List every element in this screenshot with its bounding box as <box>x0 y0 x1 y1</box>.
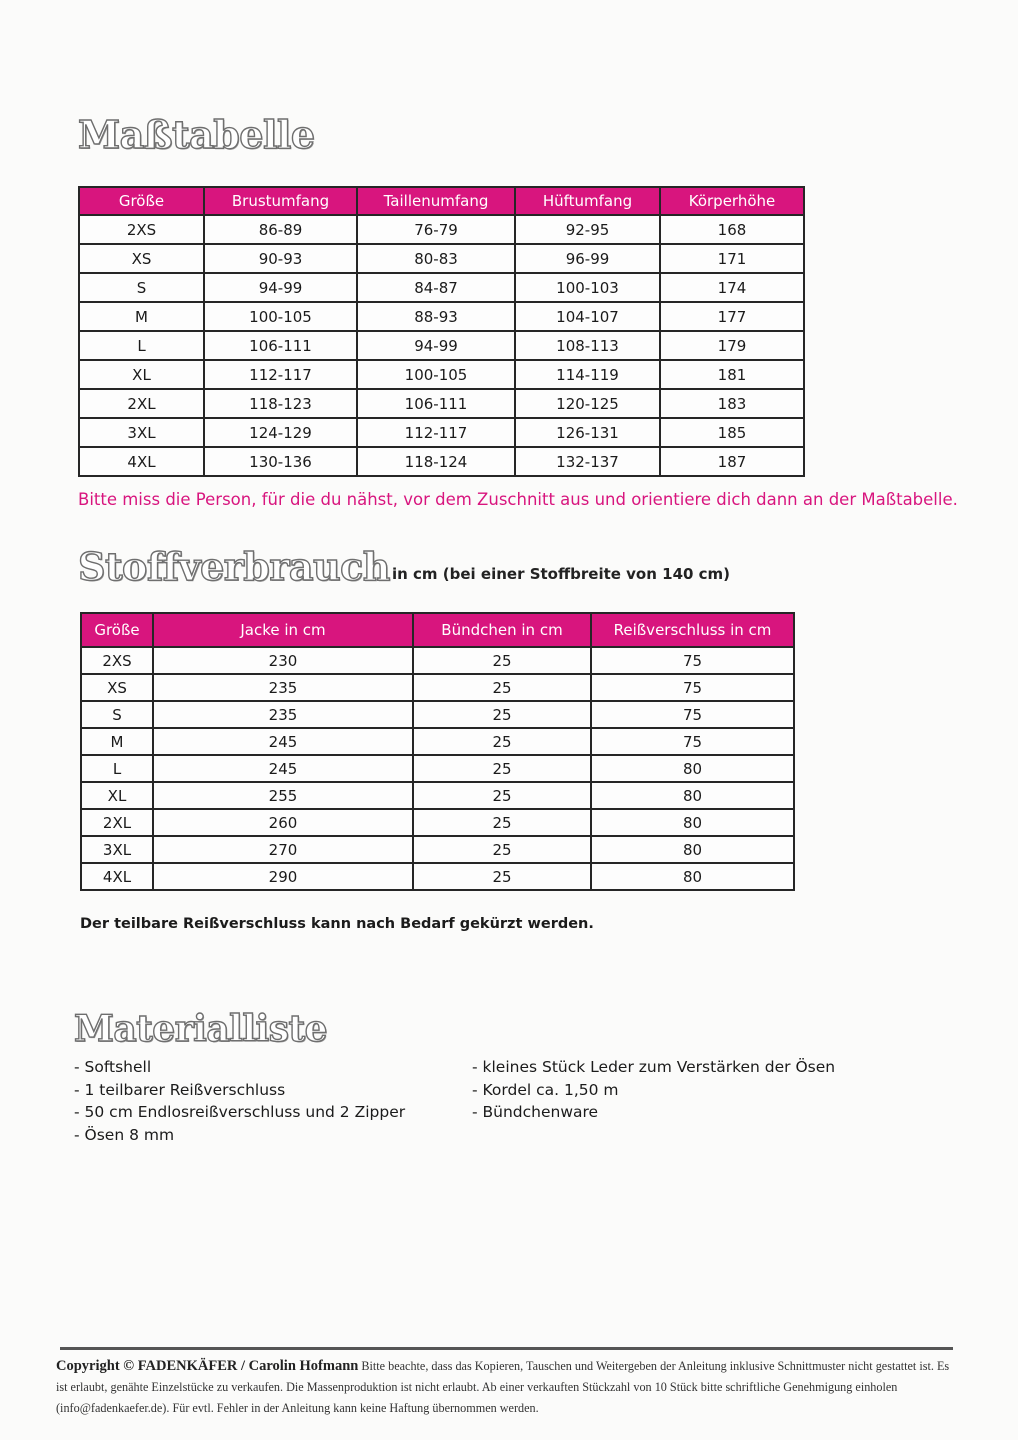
mass-table-cell: 179 <box>660 331 804 360</box>
material-list-right <box>472 1056 835 1124</box>
fabric-table-row <box>81 782 794 809</box>
mass-table-row <box>79 360 804 389</box>
fabric-table-cell: 2XL <box>81 809 153 836</box>
mass-table-cell: 4XL <box>79 447 204 476</box>
fabric-table-cell: 235 <box>153 674 413 701</box>
fabric-table-cell: 230 <box>153 647 413 674</box>
footer-divider <box>60 1347 953 1350</box>
mass-table-row <box>79 215 804 244</box>
mass-table-cell: XS <box>79 244 204 273</box>
fabric-table-cell: 25 <box>413 728 591 755</box>
material-item: - Kordel ca. 1,50 m <box>472 1080 619 1099</box>
fabric-table-cell: 25 <box>413 701 591 728</box>
fabric-table-cell: 3XL <box>81 836 153 863</box>
mass-table-body <box>79 215 804 476</box>
mass-table <box>78 186 805 477</box>
fabric-header-cuffs: Bündchen in cm <box>413 613 591 647</box>
fabric-table-cell: 25 <box>413 809 591 836</box>
mass-table-cell: 126-131 <box>515 418 660 447</box>
material-item: - Softshell <box>74 1058 152 1076</box>
fabric-table-cell: 290 <box>153 863 413 890</box>
mass-table-cell: 76-79 <box>357 215 515 244</box>
mass-table-cell: 118-124 <box>357 447 515 476</box>
mass-table-cell: 185 <box>660 418 804 447</box>
footer-text: Bitte beachte, dass das Kopieren, Tauschen und Weitergeben der Anleitung inklusive Schnittmuster nicht gestattet ist. Es ist erlaubt, genähte Einzelstücke zu verkaufen. Die Massenproduktion ist nicht erlaubt. Ab einer verkauften Stückzahl von 10 Stück bitte schriftliche Genehmigung einholen (info@fadenkaefer.de). Für evtl. Fehler in der Anleitung kann keine Haftung übernommen werden. <box>56 1359 950 1415</box>
fabric-table-row <box>81 674 794 701</box>
mass-header-height: Körperhöhe <box>660 187 804 215</box>
fabric-table-cell: L <box>81 755 153 782</box>
fabric-table-cell: 25 <box>413 782 591 809</box>
mass-table-heading: Maßtabelle <box>78 112 315 157</box>
mass-table-cell: M <box>79 302 204 331</box>
fabric-table-cell: 25 <box>413 863 591 890</box>
material-item: - 50 cm Endlosreißverschluss und 2 Zipper <box>74 1103 406 1121</box>
material-item: - kleines Stück Leder zum Verstärken der Ösen <box>472 1058 836 1076</box>
mass-header-chest: Brustumfang <box>204 187 357 215</box>
mass-table-cell: S <box>79 273 204 302</box>
mass-table-cell: 174 <box>660 273 804 302</box>
mass-table-row <box>79 418 804 447</box>
mass-table-cell: 124-129 <box>204 418 357 447</box>
material-list-left <box>74 1056 405 1146</box>
fabric-table-row <box>81 701 794 728</box>
fabric-table <box>80 612 795 891</box>
fabric-header-zipper: Reißverschluss in cm <box>591 613 794 647</box>
mass-table-cell: 168 <box>660 215 804 244</box>
fabric-table-cell: XS <box>81 674 153 701</box>
fabric-table-cell: 25 <box>413 836 591 863</box>
mass-table-cell: 120-125 <box>515 389 660 418</box>
fabric-table-cell: 2XS <box>81 647 153 674</box>
mass-table-cell: 90-93 <box>204 244 357 273</box>
fabric-table-cell: 80 <box>591 755 794 782</box>
mass-header-size: Größe <box>79 187 204 215</box>
mass-table-cell: 94-99 <box>204 273 357 302</box>
fabric-header-jacket: Jacke in cm <box>153 613 413 647</box>
mass-table-cell: 187 <box>660 447 804 476</box>
fabric-table-cell: 260 <box>153 809 413 836</box>
mass-table-cell: 112-117 <box>204 360 357 389</box>
fabric-table-cell: 25 <box>413 755 591 782</box>
mass-table-cell: 2XL <box>79 389 204 418</box>
fabric-header-size: Größe <box>81 613 153 647</box>
mass-table-cell: 112-117 <box>357 418 515 447</box>
material-item: - Ösen 8 mm <box>74 1125 175 1144</box>
fabric-table-cell: 75 <box>591 701 794 728</box>
mass-table-cell: 94-99 <box>357 331 515 360</box>
fabric-table-cell: 75 <box>591 647 794 674</box>
fabric-table-row <box>81 836 794 863</box>
fabric-table-row <box>81 728 794 755</box>
mass-table-cell: 2XS <box>79 215 204 244</box>
mass-table-header-row <box>79 187 804 215</box>
fabric-table-note: Der teilbare Reißverschluss kann nach Bedarf gekürzt werden. <box>80 916 594 932</box>
mass-table-cell: 100-103 <box>515 273 660 302</box>
mass-header-hip: Hüftumfang <box>515 187 660 215</box>
mass-table-cell: 96-99 <box>515 244 660 273</box>
mass-table-row <box>79 331 804 360</box>
mass-table-cell: 100-105 <box>357 360 515 389</box>
mass-table-row <box>79 447 804 476</box>
footer <box>56 1356 961 1419</box>
fabric-table-subtitle: in cm (bei einer Stoffbreite von 140 cm) <box>392 565 731 583</box>
mass-table-cell: 171 <box>660 244 804 273</box>
mass-table-cell: XL <box>79 360 204 389</box>
mass-table-cell: 3XL <box>79 418 204 447</box>
mass-table-cell: L <box>79 331 204 360</box>
mass-table-cell: 108-113 <box>515 331 660 360</box>
fabric-table-row <box>81 809 794 836</box>
fabric-table-cell: 75 <box>591 674 794 701</box>
mass-table-cell: 100-105 <box>204 302 357 331</box>
fabric-table-heading: Stoffverbrauch <box>78 544 390 589</box>
mass-table-cell: 177 <box>660 302 804 331</box>
mass-table-row <box>79 389 804 418</box>
material-item: - Bündchenware <box>472 1103 599 1121</box>
mass-table-cell: 114-119 <box>515 360 660 389</box>
fabric-table-row <box>81 863 794 890</box>
fabric-table-cell: S <box>81 701 153 728</box>
fabric-table-row <box>81 647 794 674</box>
fabric-table-header-row <box>81 613 794 647</box>
fabric-table-cell: 245 <box>153 728 413 755</box>
fabric-table-cell: 80 <box>591 836 794 863</box>
fabric-table-cell: 80 <box>591 809 794 836</box>
mass-table-note: Bitte miss die Person, für die du nähst, vor dem Zuschnitt aus und orientiere dich dann an der Maßtabelle. <box>78 490 958 509</box>
mass-header-waist: Taillenumfang <box>357 187 515 215</box>
fabric-table-row <box>81 755 794 782</box>
mass-table-cell: 183 <box>660 389 804 418</box>
mass-table-cell: 118-123 <box>204 389 357 418</box>
mass-table-cell: 181 <box>660 360 804 389</box>
mass-table-row <box>79 302 804 331</box>
fabric-table-cell: 245 <box>153 755 413 782</box>
mass-table-cell: 106-111 <box>204 331 357 360</box>
material-list-heading: Materialliste <box>74 1008 328 1050</box>
fabric-table-cell: M <box>81 728 153 755</box>
material-item: - 1 teilbarer Reißverschluss <box>74 1080 286 1099</box>
mass-table-cell: 104-107 <box>515 302 660 331</box>
fabric-table-body <box>81 647 794 890</box>
mass-table-cell: 132-137 <box>515 447 660 476</box>
mass-table-cell: 84-87 <box>357 273 515 302</box>
fabric-table-cell: 270 <box>153 836 413 863</box>
fabric-table-cell: 80 <box>591 782 794 809</box>
footer-copyright: Copyright © FADENKÄFER / Carolin Hofmann <box>56 1358 359 1374</box>
fabric-table-cell: 4XL <box>81 863 153 890</box>
mass-table-cell: 80-83 <box>357 244 515 273</box>
mass-table-cell: 106-111 <box>357 389 515 418</box>
fabric-table-cell: 235 <box>153 701 413 728</box>
fabric-table-cell: XL <box>81 782 153 809</box>
fabric-table-cell: 75 <box>591 728 794 755</box>
mass-table-cell: 88-93 <box>357 302 515 331</box>
mass-table-cell: 92-95 <box>515 215 660 244</box>
mass-table-row <box>79 244 804 273</box>
fabric-table-cell: 80 <box>591 863 794 890</box>
fabric-table-cell: 25 <box>413 647 591 674</box>
mass-table-cell: 86-89 <box>204 215 357 244</box>
fabric-table-cell: 255 <box>153 782 413 809</box>
fabric-table-cell: 25 <box>413 674 591 701</box>
mass-table-row <box>79 273 804 302</box>
mass-table-cell: 130-136 <box>204 447 357 476</box>
